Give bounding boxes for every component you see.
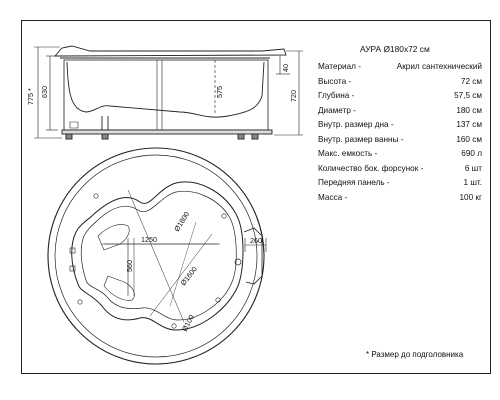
dim-panel-height: 720 bbox=[289, 90, 298, 102]
dim-rim: 40 bbox=[281, 64, 290, 72]
spec-row bbox=[318, 60, 482, 75]
spec-label: Диаметр - bbox=[318, 105, 356, 115]
jet bbox=[222, 214, 226, 218]
spec-value: 160 см bbox=[456, 134, 482, 144]
spec-value: 137 см bbox=[456, 120, 482, 129]
spec-label: Высота - bbox=[318, 76, 352, 86]
spec-label: Макс. емкость - bbox=[318, 149, 378, 158]
spec-label: Внутр. размер дна - bbox=[318, 120, 394, 129]
spec-label: Количество бок. форсунок - bbox=[318, 163, 424, 173]
jet bbox=[216, 298, 220, 302]
spec-label: Глубина - bbox=[318, 91, 355, 100]
dim-bottom: 1250 bbox=[141, 235, 157, 244]
spec-label: Передняя панель - bbox=[318, 178, 390, 187]
spec-value: 72 см bbox=[460, 76, 482, 86]
spec-row bbox=[318, 104, 482, 119]
dim-outer-diameter: Ø1800 bbox=[172, 209, 192, 234]
spec-value: 1 шт. bbox=[463, 178, 482, 187]
spec-row bbox=[318, 75, 482, 90]
spec-value: 6 шт bbox=[464, 163, 482, 173]
plan-view bbox=[48, 148, 266, 364]
spec-value: 690 л bbox=[461, 149, 482, 158]
spec-row bbox=[318, 147, 482, 162]
dim-small-diameter: Ø100 bbox=[179, 313, 197, 333]
spec-row bbox=[318, 191, 482, 206]
dim-overall-height: 775 * bbox=[26, 88, 35, 105]
spec-row bbox=[318, 118, 482, 133]
dim-inner-diameter: Ø1600 bbox=[178, 264, 199, 288]
spec-row bbox=[318, 176, 482, 191]
spec-row bbox=[318, 89, 482, 104]
side-view bbox=[55, 46, 286, 139]
drawing-title: АУРА Ø180x72 см bbox=[360, 44, 430, 54]
dim-seat: 560 bbox=[125, 260, 134, 272]
dim-body-height: 630 bbox=[40, 86, 49, 98]
jet bbox=[78, 300, 82, 304]
dim-offset: 260 bbox=[250, 236, 262, 245]
dim-depth: 575 bbox=[215, 86, 224, 98]
front-panel bbox=[64, 60, 268, 130]
side-rim bbox=[55, 46, 286, 56]
footnote: * Размер до подголовника bbox=[366, 350, 464, 359]
basin-profile bbox=[67, 62, 264, 117]
spec-label: Внутр. размер ванны - bbox=[318, 134, 404, 144]
spec-label: Материал - bbox=[318, 62, 361, 71]
spec-row bbox=[318, 162, 482, 177]
spec-value: 57,5 см bbox=[454, 91, 482, 100]
spec-value: 100 кг bbox=[459, 192, 482, 202]
spec-label: Масса - bbox=[318, 192, 348, 202]
spec-table bbox=[318, 60, 482, 205]
spec-row bbox=[318, 133, 482, 148]
spec-value: 180 см bbox=[456, 105, 482, 115]
spec-value: Акрил сантехнический bbox=[396, 62, 482, 71]
jet bbox=[94, 194, 98, 198]
jet bbox=[172, 324, 176, 328]
